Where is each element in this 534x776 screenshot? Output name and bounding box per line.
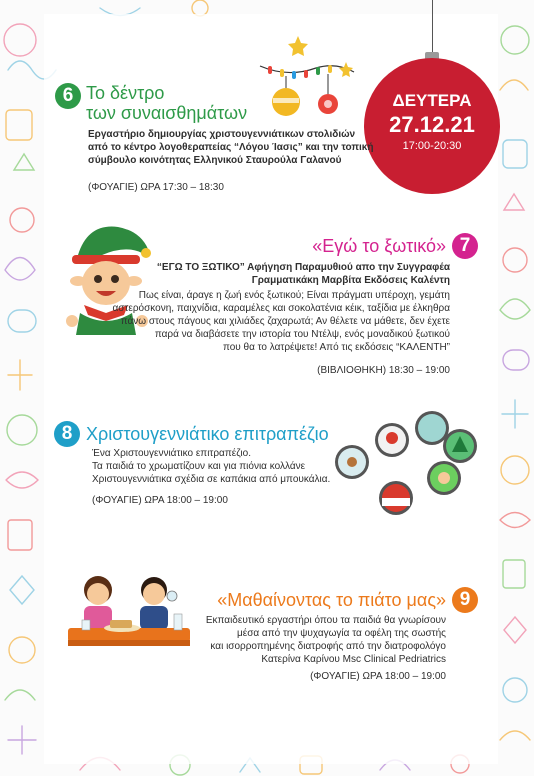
desc-line: πάνω στους πάγους και χιλιάδες ζαχαρωτά; Αν θέλετε να μάθετε, δεν έχετε bbox=[120, 316, 450, 327]
desc-line: από το κέντρο λογοθεραπείας “Λόγου Ίασις” και την τοπική bbox=[88, 142, 374, 153]
event-description bbox=[88, 128, 388, 167]
event-description bbox=[92, 447, 352, 486]
desc-line: παρά να διαβάσετε την ιστορία του Ντέλψ, ενός μοναδικού ξωτικού bbox=[154, 329, 450, 340]
event-title: Το δέντρο bbox=[86, 83, 165, 103]
date-badge bbox=[364, 58, 500, 194]
desc-line: Τα παιδιά το χρωματίζουν και για πιόνια κολλάνε bbox=[92, 461, 306, 472]
desc-line: μέσα από την ψυχαγωγία τα οφέλη της σωστής bbox=[236, 628, 446, 639]
badge-time: 17:00-20:30 bbox=[402, 140, 462, 152]
event-title-line2: των συναισθημάτων bbox=[86, 103, 248, 123]
desc-line: Πως είναι, άραγε η ζωή ενός ξωτικού; Είναι πράγματι υπέροχη, γεμάτη bbox=[138, 290, 450, 301]
event-title: «Εγώ το ξωτικό» bbox=[312, 236, 446, 256]
desc-line: Εκπαιδευτικό εργαστήρι όπου τα παιδιά θα γνωρίσουν bbox=[205, 615, 446, 626]
subtitle-line: Γραμματικάκη Μαρβίτα Εκδόσεις Καλέντη bbox=[251, 275, 450, 286]
event-title: Χριστουγεννιάτικο επιτραπέζιο bbox=[86, 424, 329, 444]
desc-line: Εργαστήριο δημιουργίας χριστουγεννιάτικων στολιδιών bbox=[88, 129, 356, 140]
event-meta: (ΦΟΥΑΓΙΕ) ΩΡΑ 18:00 – 19:00 bbox=[92, 495, 228, 506]
event-meta: (ΦΟΥΑΓΙΕ) ΩΡΑ 18:00 – 19:00 bbox=[310, 671, 446, 682]
event-description bbox=[110, 289, 450, 354]
badge-string bbox=[432, 0, 433, 58]
subtitle-line: “ΕΓΩ ΤΟ ΞΩΤΙΚΟ” Αφήγηση Παραμυθιού απο την Συγγραφέα bbox=[156, 262, 450, 273]
event-meta: (ΦΟΥΑΓΙΕ) ΩΡΑ 17:30 – 18:30 bbox=[88, 182, 224, 193]
desc-line: σύμβουλο κοινότητας Ελληνικού Σταυρούλα Γαλανού bbox=[88, 155, 342, 166]
badge-date: 27.12.21 bbox=[389, 112, 475, 137]
desc-line: Χριστουγεννιάτικα σχέδια σε καπάκια από μπουκάλια. bbox=[92, 474, 331, 485]
badge-day: ΔΕΥΤΕΡΑ bbox=[392, 91, 472, 110]
event-number-badge: 7 bbox=[452, 233, 478, 259]
desc-line: και ισορροπημένης διατροφής από την διατροφολόγο bbox=[210, 641, 446, 652]
ornaments-illustration bbox=[258, 36, 358, 120]
event-subtitle bbox=[150, 261, 450, 287]
event-meta: (ΒΙΒΛΙΟΘΗΚΗ) 18:30 – 19:00 bbox=[317, 365, 450, 376]
desc-line: αστερόσκονη, παιχνίδια, καραμέλες και σοκολατένια κέικ, ταξίδια με έλκηθρα bbox=[112, 303, 450, 314]
event-description bbox=[170, 614, 446, 666]
event-number-badge: 8 bbox=[54, 421, 80, 447]
bottle-caps-illustration bbox=[332, 410, 482, 522]
event-number-badge: 9 bbox=[452, 587, 478, 613]
desc-line: που θα το λατρέψετε! Από τις εκδόσεις “ΚΑΛΕΝΤΗ” bbox=[222, 342, 450, 353]
desc-line: Ένα Χριστουγεννιάτικο επιτραπέζιο. bbox=[92, 448, 251, 459]
event-title: «Μαθαίνοντας το πιάτο μας» bbox=[217, 590, 446, 610]
desc-line: Κατερίνα Καρίνου Msc Clinical Pedriatrics bbox=[261, 654, 446, 665]
event-number-badge: 6 bbox=[55, 83, 81, 109]
